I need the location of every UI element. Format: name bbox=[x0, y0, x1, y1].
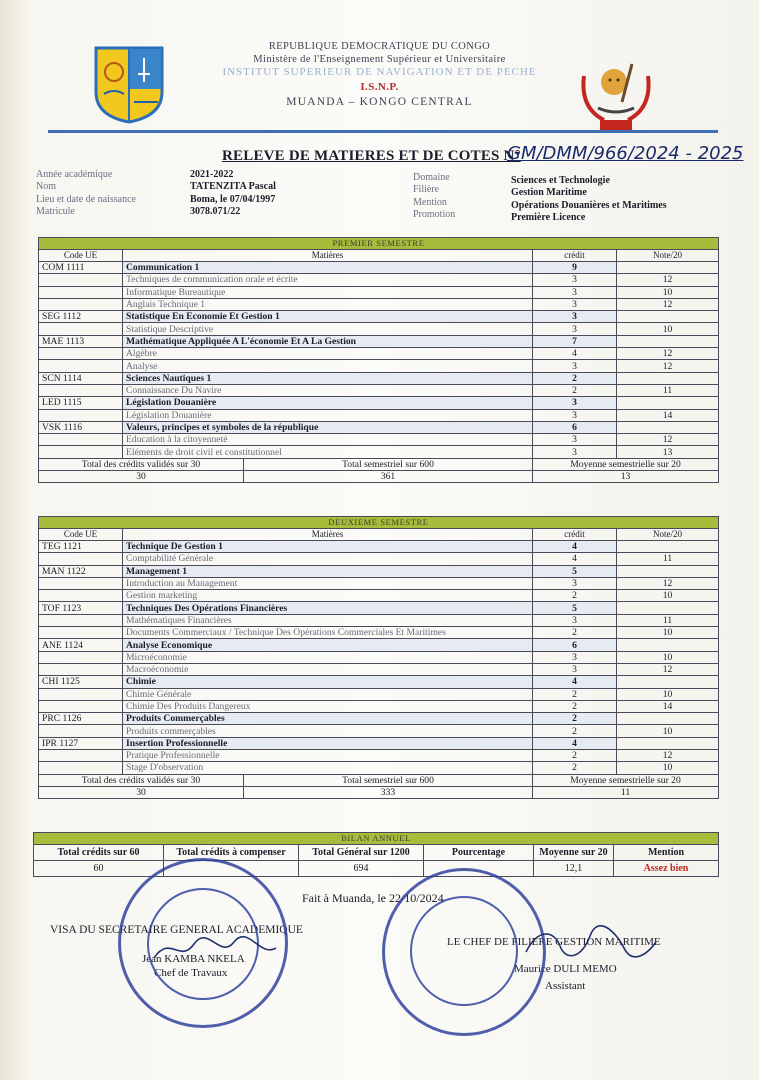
row-note bbox=[617, 262, 719, 274]
row-credit: 7 bbox=[533, 335, 617, 347]
table-row bbox=[39, 421, 719, 433]
row-matiere: Anglais Technique 1 bbox=[123, 298, 533, 310]
value-annee: 2021-2022 bbox=[190, 169, 234, 180]
semester-band: DEUXIEME SEMESTRE bbox=[39, 517, 719, 529]
table-row bbox=[39, 541, 719, 553]
row-credit: 3 bbox=[533, 311, 617, 323]
table-row bbox=[39, 298, 719, 310]
row-matiere: Algèbre bbox=[123, 348, 533, 360]
reference-value: GM/DMM/966/2024 - 2025 bbox=[507, 143, 744, 164]
semester-band: PREMIER SEMESTRE bbox=[39, 238, 719, 250]
row-matiere: Mathématiques Financières bbox=[123, 614, 533, 626]
value-mention: Opérations Douanières et Maritimes bbox=[511, 199, 667, 211]
row-matiere: Techniques Des Opérations Financières bbox=[123, 602, 533, 614]
row-code bbox=[39, 762, 123, 774]
row-credit: 3 bbox=[533, 274, 617, 286]
row-note: 10 bbox=[617, 323, 719, 335]
value-nom: TATENZITA Pascal bbox=[190, 181, 276, 193]
row-credit: 3 bbox=[533, 446, 617, 458]
col-header-matieres: Matières bbox=[123, 250, 533, 262]
row-matiere: Techniques de communication orale et écrite bbox=[123, 274, 533, 286]
label-matricule: Matricule bbox=[36, 205, 75, 217]
row-code: LED 1115 bbox=[39, 397, 123, 409]
label-domaine: Domaine bbox=[413, 172, 450, 183]
bilan-value: 60 bbox=[34, 861, 164, 877]
row-note: 10 bbox=[617, 627, 719, 639]
totals-value-row bbox=[39, 786, 533, 798]
table-row bbox=[39, 676, 719, 688]
moyenne-label: Moyenne semestrielle sur 20 bbox=[533, 458, 719, 470]
row-credit: 4 bbox=[533, 541, 617, 553]
totals-label-row bbox=[39, 774, 533, 786]
value-promotion: Première Licence bbox=[511, 211, 586, 223]
row-code bbox=[39, 627, 123, 639]
row-note bbox=[617, 372, 719, 384]
row-note: 12 bbox=[617, 360, 719, 372]
row-code bbox=[39, 651, 123, 663]
row-code bbox=[39, 323, 123, 335]
row-note bbox=[617, 676, 719, 688]
row-code: VSK 1116 bbox=[39, 421, 123, 433]
row-note bbox=[617, 713, 719, 725]
row-note bbox=[617, 421, 719, 433]
row-matiere: Macroéconomie bbox=[123, 663, 533, 675]
row-matiere: Technique De Gestion 1 bbox=[123, 541, 533, 553]
sga-title: Chef de Travaux bbox=[154, 967, 228, 979]
semester-1-table bbox=[38, 237, 719, 483]
row-code: TOF 1123 bbox=[39, 602, 123, 614]
row-code: IPR 1127 bbox=[39, 737, 123, 749]
row-credit: 6 bbox=[533, 421, 617, 433]
info-labels-right bbox=[413, 172, 455, 221]
table-row bbox=[39, 384, 719, 396]
total-credits-label: Total des crédits validés sur 30 bbox=[39, 775, 244, 786]
row-note: 10 bbox=[617, 286, 719, 298]
row-note: 12 bbox=[617, 750, 719, 762]
col-header-note: Note/20 bbox=[617, 250, 719, 262]
label-annee: Année académique bbox=[36, 169, 113, 180]
value-filiere: Gestion Maritime bbox=[511, 187, 587, 199]
row-note: 13 bbox=[617, 446, 719, 458]
row-note bbox=[617, 541, 719, 553]
total-sem-label: Total semestriel sur 600 bbox=[342, 458, 434, 470]
issue-date: Fait à Muanda, le 22/10/2024 bbox=[302, 891, 444, 905]
table-row bbox=[39, 274, 719, 286]
table-row bbox=[39, 335, 719, 347]
row-code bbox=[39, 348, 123, 360]
row-code: TEG 1121 bbox=[39, 541, 123, 553]
row-code bbox=[39, 360, 123, 372]
row-matiere: Valeurs, principes et symboles de la république bbox=[123, 421, 533, 433]
label-nom: Nom bbox=[36, 181, 56, 193]
row-code: MAE 1113 bbox=[39, 335, 123, 347]
row-code bbox=[39, 590, 123, 602]
table-row bbox=[39, 614, 719, 626]
row-matiere: Eléments de droit civil et constitutionnel bbox=[123, 446, 533, 458]
total-sem-label: Total semestriel sur 600 bbox=[342, 774, 434, 786]
row-code: MAN 1122 bbox=[39, 565, 123, 577]
row-matiere: Chimie Des Produits Dangereux bbox=[123, 700, 533, 712]
row-credit: 2 bbox=[533, 762, 617, 774]
row-note: 12 bbox=[617, 663, 719, 675]
row-code: SCN 1114 bbox=[39, 372, 123, 384]
row-code bbox=[39, 688, 123, 700]
col-header-code: Code UE bbox=[39, 529, 123, 541]
total-credits-value: 30 bbox=[39, 471, 244, 482]
bilan-value: 694 bbox=[299, 861, 424, 877]
row-note bbox=[617, 397, 719, 409]
row-credit: 3 bbox=[533, 614, 617, 626]
row-matiere: Sciences Nautiques 1 bbox=[123, 372, 533, 384]
row-matiere: Analyse bbox=[123, 360, 533, 372]
row-matiere: Législation Douanière bbox=[123, 397, 533, 409]
table-row bbox=[39, 688, 719, 700]
row-credit: 3 bbox=[533, 577, 617, 589]
moyenne-value: 11 bbox=[533, 786, 719, 798]
info-values-left bbox=[190, 169, 276, 218]
row-credit: 3 bbox=[533, 397, 617, 409]
row-credit: 4 bbox=[533, 676, 617, 688]
value-matricule: 3078.071/22 bbox=[190, 205, 241, 217]
row-credit: 5 bbox=[533, 565, 617, 577]
table-row bbox=[39, 446, 719, 458]
row-note bbox=[617, 335, 719, 347]
col-header-matieres: Matières bbox=[123, 529, 533, 541]
row-note bbox=[617, 311, 719, 323]
table-row bbox=[39, 713, 719, 725]
row-matiere: Chimie Générale bbox=[123, 688, 533, 700]
row-credit: 2 bbox=[533, 713, 617, 725]
table-row bbox=[39, 553, 719, 565]
col-header-code: Code UE bbox=[39, 250, 123, 262]
row-matiere: Introduction au Management bbox=[123, 577, 533, 589]
table-row bbox=[39, 663, 719, 675]
row-credit: 3 bbox=[533, 663, 617, 675]
row-note: 12 bbox=[617, 577, 719, 589]
row-credit: 3 bbox=[533, 360, 617, 372]
total-credits-label: Total des crédits validés sur 30 bbox=[39, 459, 244, 470]
row-code bbox=[39, 434, 123, 446]
row-credit: 2 bbox=[533, 750, 617, 762]
row-code bbox=[39, 409, 123, 421]
row-note: 12 bbox=[617, 274, 719, 286]
table-row bbox=[39, 590, 719, 602]
row-credit: 2 bbox=[533, 700, 617, 712]
row-credit: 9 bbox=[533, 262, 617, 274]
label-mention: Mention bbox=[413, 196, 447, 208]
info-labels-left bbox=[36, 169, 136, 218]
table-row bbox=[39, 651, 719, 663]
row-matiere: Produits commerçables bbox=[123, 725, 533, 737]
totals-value-row bbox=[39, 471, 533, 483]
row-matiere: Pratique Professionnelle bbox=[123, 750, 533, 762]
institute-stamp-right-inner bbox=[410, 896, 518, 1006]
row-matiere: Documents Commerciaux / Technique Des Opérations Commerciales Et Maritimes bbox=[123, 627, 533, 639]
bilan-header: Total Général sur 1200 bbox=[299, 845, 424, 861]
row-code bbox=[39, 286, 123, 298]
moyenne-label: Moyenne semestrielle sur 20 bbox=[533, 774, 719, 786]
value-naissance: Boma, le 07/04/1997 bbox=[190, 193, 276, 205]
sga-name: Jean KAMBA NKELA bbox=[142, 953, 245, 965]
chef-signature bbox=[520, 922, 660, 964]
annual-summary-table bbox=[33, 832, 719, 877]
row-credit: 3 bbox=[533, 323, 617, 335]
row-matiere: Management 1 bbox=[123, 565, 533, 577]
row-note: 11 bbox=[617, 614, 719, 626]
row-note bbox=[617, 737, 719, 749]
table-row bbox=[39, 639, 719, 651]
table-row bbox=[39, 311, 719, 323]
ministry-line: Ministère de l'Enseignement Supérieur et Universitaire bbox=[253, 54, 506, 65]
bilan-mention-value: Assez bien bbox=[614, 861, 719, 877]
row-matiere: Education à la citoyenneté bbox=[123, 434, 533, 446]
label-naissance: Lieu et date de naissance bbox=[36, 193, 136, 205]
table-row bbox=[39, 348, 719, 360]
reference-number bbox=[507, 143, 744, 164]
bilan-value: 12,1 bbox=[534, 861, 614, 877]
table-row bbox=[39, 565, 719, 577]
table-row bbox=[39, 577, 719, 589]
row-code bbox=[39, 614, 123, 626]
table-row bbox=[39, 750, 719, 762]
row-note: 12 bbox=[617, 348, 719, 360]
bilan-header: Mention bbox=[614, 845, 719, 861]
row-credit: 2 bbox=[533, 372, 617, 384]
row-note bbox=[617, 565, 719, 577]
col-header-credit: crédit bbox=[533, 250, 617, 262]
row-note: 10 bbox=[617, 590, 719, 602]
row-credit: 2 bbox=[533, 725, 617, 737]
row-credit: 4 bbox=[533, 737, 617, 749]
table-row bbox=[39, 286, 719, 298]
row-code bbox=[39, 663, 123, 675]
row-note bbox=[617, 602, 719, 614]
row-matiere: Connaissance Du Navire bbox=[123, 384, 533, 396]
table-row bbox=[39, 372, 719, 384]
letterhead bbox=[0, 40, 759, 109]
semester-2-table bbox=[38, 516, 719, 799]
total-credits-value: 30 bbox=[39, 787, 244, 798]
row-note: 14 bbox=[617, 409, 719, 421]
table-row bbox=[39, 397, 719, 409]
row-credit: 3 bbox=[533, 434, 617, 446]
row-credit: 3 bbox=[533, 409, 617, 421]
info-values-right bbox=[511, 175, 667, 224]
row-matiere: Statistique En Economie Et Gestion 1 bbox=[123, 311, 533, 323]
value-domaine: Sciences et Technologie bbox=[511, 175, 610, 186]
row-matiere: Statistique Descriptive bbox=[123, 323, 533, 335]
row-note: 11 bbox=[617, 553, 719, 565]
header-rule bbox=[48, 130, 718, 133]
visa-heading: VISA DU SECRETAIRE GENERAL ACADEMIQUE bbox=[50, 924, 303, 936]
row-code: ANE 1124 bbox=[39, 639, 123, 651]
table-row bbox=[39, 627, 719, 639]
row-credit: 2 bbox=[533, 590, 617, 602]
row-credit: 6 bbox=[533, 639, 617, 651]
table-row bbox=[39, 434, 719, 446]
row-credit: 3 bbox=[533, 286, 617, 298]
table-row bbox=[39, 262, 719, 274]
row-matiere: Gestion marketing bbox=[123, 590, 533, 602]
row-note: 11 bbox=[617, 384, 719, 396]
row-code bbox=[39, 298, 123, 310]
row-note: 10 bbox=[617, 651, 719, 663]
label-promotion: Promotion bbox=[413, 208, 456, 220]
chef-title: Assistant bbox=[545, 980, 586, 992]
row-credit: 4 bbox=[533, 348, 617, 360]
row-matiere: Législation Douanière bbox=[123, 409, 533, 421]
row-matiere: Communication 1 bbox=[123, 262, 533, 274]
table-row bbox=[39, 323, 719, 335]
row-note: 10 bbox=[617, 725, 719, 737]
row-credit: 2 bbox=[533, 688, 617, 700]
row-code bbox=[39, 446, 123, 458]
republic-line: REPUBLIQUE DEMOCRATIQUE DU CONGO bbox=[268, 41, 491, 52]
row-credit: 3 bbox=[533, 651, 617, 663]
table-row bbox=[39, 762, 719, 774]
row-credit: 4 bbox=[533, 553, 617, 565]
row-code bbox=[39, 700, 123, 712]
row-credit: 5 bbox=[533, 602, 617, 614]
moyenne-value: 13 bbox=[533, 471, 719, 483]
table-row bbox=[39, 725, 719, 737]
bilan-band: BILAN ANNUEL bbox=[34, 833, 719, 845]
bilan-header: Pourcentage bbox=[424, 845, 534, 861]
total-sem-value: 361 bbox=[380, 471, 396, 483]
row-credit: 2 bbox=[533, 627, 617, 639]
row-matiere: Chimie bbox=[123, 676, 533, 688]
table-row bbox=[39, 737, 719, 749]
row-credit: 2 bbox=[533, 384, 617, 396]
label-filiere: Filière bbox=[413, 184, 440, 196]
bilan-header: Total crédits à compenser bbox=[164, 845, 299, 861]
document-title: RELEVE DE MATIERES ET DE COTES N° bbox=[222, 148, 521, 164]
table-row bbox=[39, 360, 719, 372]
row-note: 10 bbox=[617, 762, 719, 774]
location-line: MUANDA – KONGO CENTRAL bbox=[286, 96, 473, 108]
col-header-note: Note/20 bbox=[617, 529, 719, 541]
row-code bbox=[39, 553, 123, 565]
row-code: CHI 1125 bbox=[39, 676, 123, 688]
col-header-credit: crédit bbox=[533, 529, 617, 541]
row-code bbox=[39, 384, 123, 396]
row-matiere: Stage D'observation bbox=[123, 762, 533, 774]
row-matiere: Analyse Economique bbox=[123, 639, 533, 651]
bilan-header: Total crédits sur 60 bbox=[34, 845, 164, 861]
row-matiere: Informatique Bureautique bbox=[123, 286, 533, 298]
row-note: 10 bbox=[617, 688, 719, 700]
row-matiere: Comptabilité Générale bbox=[123, 553, 533, 565]
row-code bbox=[39, 274, 123, 286]
table-row bbox=[39, 700, 719, 712]
chef-name: Maurice DULI MEMO bbox=[514, 963, 617, 975]
table-row bbox=[39, 602, 719, 614]
row-note: 12 bbox=[617, 434, 719, 446]
totals-label-row bbox=[39, 458, 533, 470]
bilan-header: Moyenne sur 20 bbox=[534, 845, 614, 861]
institute-acronym: I.S.N.P. bbox=[360, 81, 399, 93]
row-code bbox=[39, 750, 123, 762]
row-code: SEG 1112 bbox=[39, 311, 123, 323]
row-note: 14 bbox=[617, 700, 719, 712]
institute-line: INSTITUT SUPERIEUR DE NAVIGATION ET DE PECHE bbox=[222, 66, 537, 78]
total-sem-value: 333 bbox=[380, 787, 396, 799]
row-matiere: Produits Commerçables bbox=[123, 713, 533, 725]
row-matiere: Insertion Professionnelle bbox=[123, 737, 533, 749]
row-note: 12 bbox=[617, 298, 719, 310]
row-credit: 3 bbox=[533, 298, 617, 310]
row-code: PRC 1126 bbox=[39, 713, 123, 725]
row-note bbox=[617, 639, 719, 651]
row-code bbox=[39, 577, 123, 589]
row-code: COM 1111 bbox=[39, 262, 123, 274]
row-code bbox=[39, 725, 123, 737]
sga-signature bbox=[150, 930, 280, 970]
table-row bbox=[39, 409, 719, 421]
chef-heading: LE CHEF DE FILIERE GESTION MARITIME bbox=[447, 936, 661, 948]
row-matiere: Microéconomie bbox=[123, 651, 533, 663]
row-matiere: Mathématique Appliquée A L'économie Et A La Gestion bbox=[123, 335, 533, 347]
